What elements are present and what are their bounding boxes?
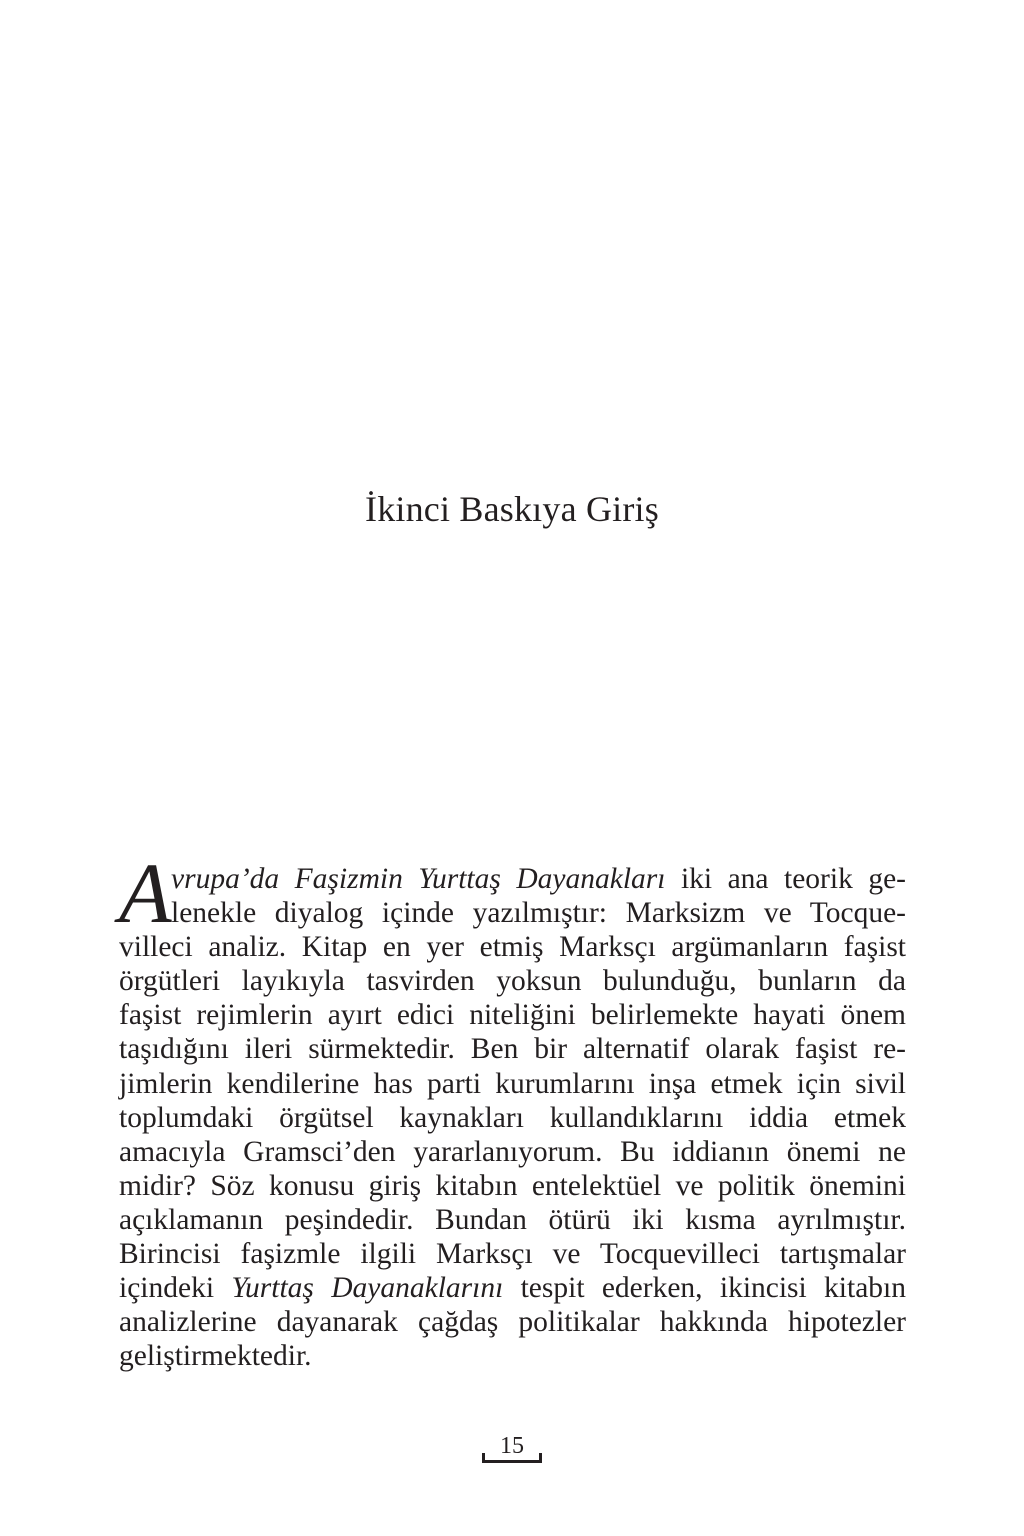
text-line: Birincisi faşizmle ilgili Marksçı ve Tocquevilleci tartışmalar bbox=[119, 1238, 906, 1271]
page-number bbox=[482, 1433, 542, 1460]
text-segment: içindeki bbox=[119, 1272, 232, 1305]
text-line: jimlerin kendilerine has parti kurumlarını inşa etmek için sivil bbox=[119, 1067, 906, 1100]
text-line: geliştirmektedir. bbox=[119, 1340, 312, 1373]
page-number-text: 15 bbox=[500, 1433, 524, 1459]
text-line: amacıyla Gramsci’den yararlanıyorum. Bu iddianın önemi ne bbox=[119, 1135, 906, 1168]
text-line bbox=[119, 1271, 906, 1305]
text-line: toplumdaki örgütsel kaynakları kullandıklarını iddia etmek bbox=[119, 1101, 906, 1134]
book-title-italic: Yurttaş Dayanaklarını bbox=[231, 1272, 504, 1305]
chapter-title: İkinci Baskıya Giriş bbox=[365, 489, 659, 529]
text-line: midir? Söz konusu giriş kitabın entelektüel ve politik önemini bbox=[119, 1169, 906, 1202]
text-line: lenekle diyalog içinde yazılmıştır: Marksizm ve Tocque- bbox=[171, 897, 906, 930]
page-number-rule bbox=[482, 1460, 542, 1463]
text-line: açıklamanın peşindedir. Bundan ötürü iki kısma ayrılmıştır. bbox=[119, 1203, 906, 1236]
drop-cap: A bbox=[119, 845, 172, 941]
book-title-italic: vrupa’da Faşizmin Yurttaş Dayanakları bbox=[171, 863, 666, 895]
text-segment: iki ana teorik ge- bbox=[665, 863, 906, 895]
text-line: örgütleri layıkıyla tasvirden yoksun bulunduğu, bunların da bbox=[119, 965, 906, 998]
body-paragraph bbox=[119, 845, 906, 1373]
text-line: faşist rejimlerin ayırt edici niteliğini belirlemekte hayati önem bbox=[119, 999, 906, 1032]
text-line: taşıdığını ileri sürmektedir. Ben bir alternatif olarak faşist re- bbox=[119, 1033, 906, 1066]
text-line: analizlerine dayanarak çağdaş politikalar hakkında hipotezler bbox=[119, 1306, 906, 1339]
page-footer bbox=[0, 1433, 1024, 1460]
text-line bbox=[119, 862, 906, 896]
text-line: villeci analiz. Kitap en yer etmiş Marksçı argümanların faşist bbox=[119, 931, 906, 964]
text-segment: tespit ederken, ikincisi kitabın bbox=[503, 1272, 906, 1305]
